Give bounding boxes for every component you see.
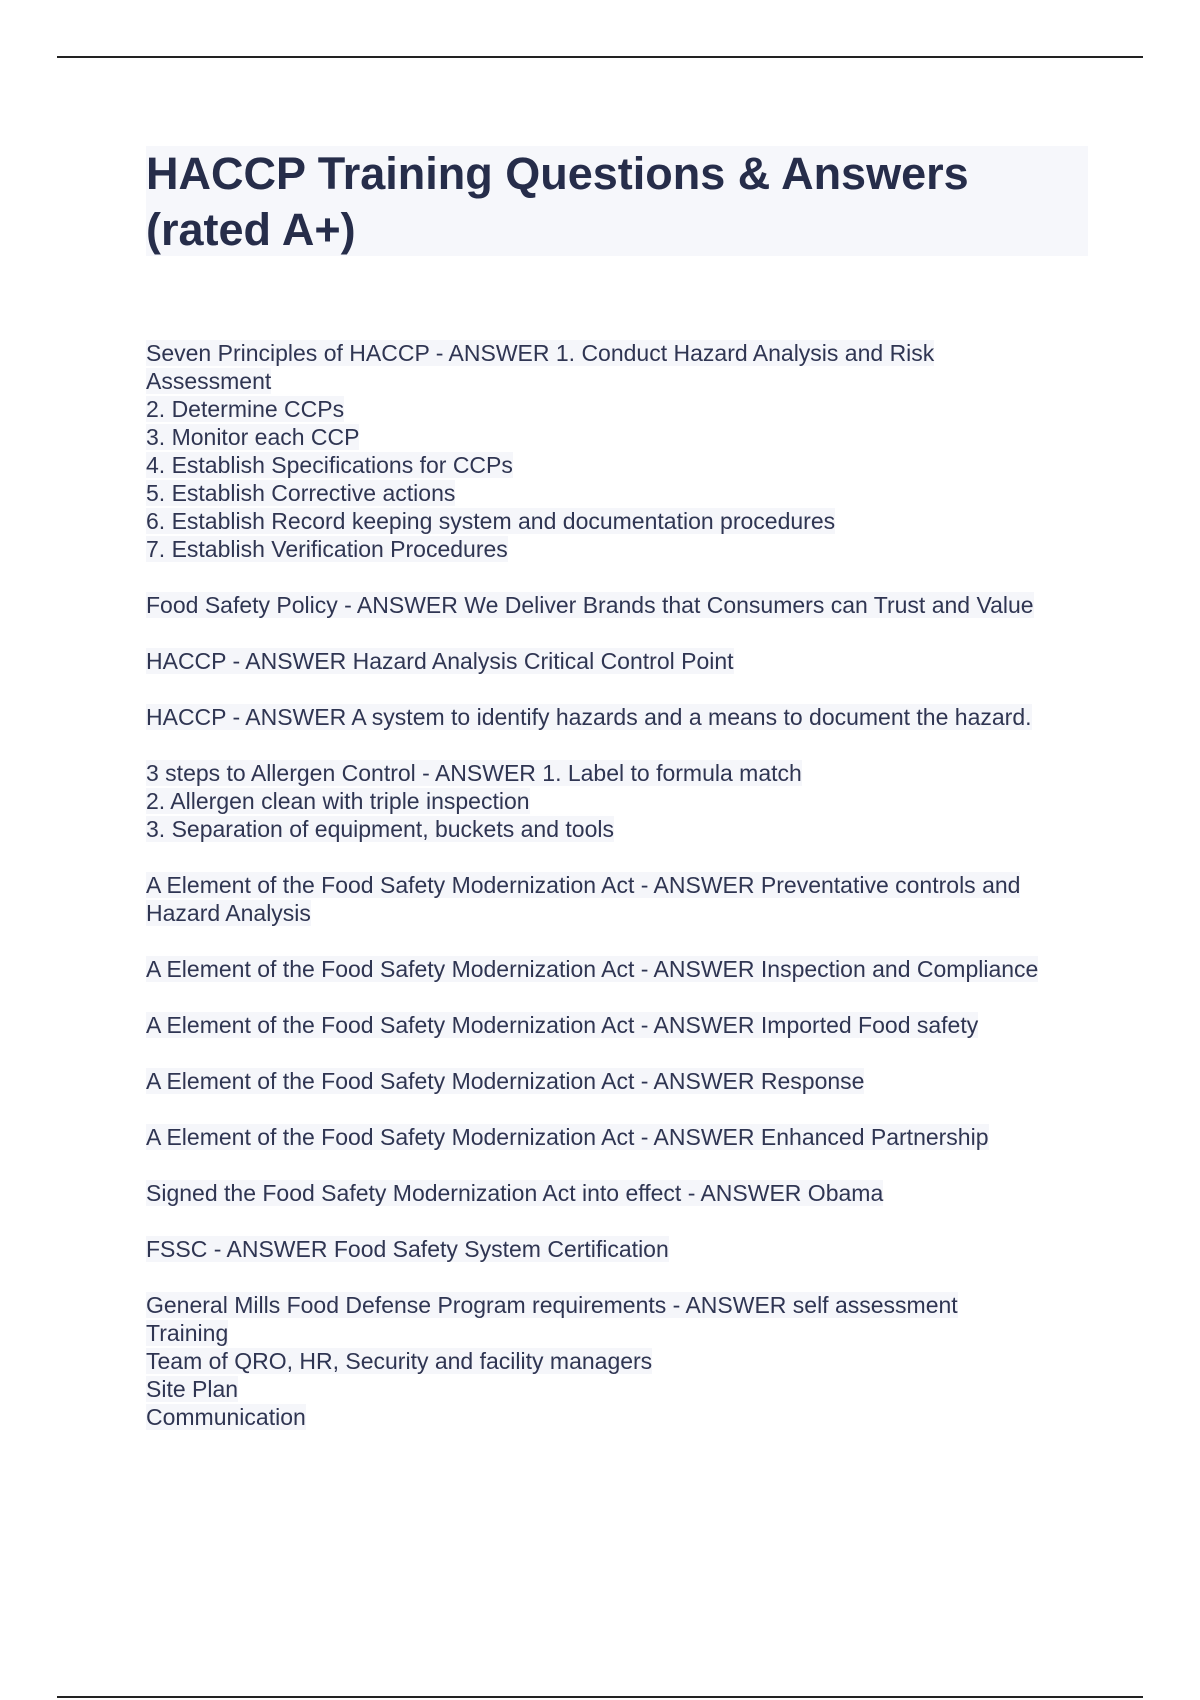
qa-list — [146, 339, 1106, 1459]
qa-line: 3 steps to Allergen Control - ANSWER 1. Label to formula match — [146, 760, 802, 786]
qa-line: Training — [146, 1320, 229, 1346]
top-rule — [57, 56, 1143, 58]
qa-line: HACCP - ANSWER Hazard Analysis Critical Control Point — [146, 648, 734, 674]
qa-line: 3. Monitor each CCP — [146, 424, 360, 450]
qa-line: Site Plan — [146, 1376, 239, 1402]
qa-line: 4. Establish Specifications for CCPs — [146, 452, 513, 478]
qa-line: 2. Allergen clean with triple inspection — [146, 788, 530, 814]
qa-line: 5. Establish Corrective actions — [146, 480, 456, 506]
qa-line: A Element of the Food Safety Modernization Act - ANSWER Enhanced Partnership — [146, 1124, 989, 1150]
qa-item — [146, 955, 1106, 983]
qa-item — [146, 339, 1106, 563]
qa-line: Team of QRO, HR, Security and facility managers — [146, 1348, 653, 1374]
qa-line: 3. Separation of equipment, buckets and tools — [146, 816, 614, 842]
qa-line: Food Safety Policy - ANSWER We Deliver Brands that Consumers can Trust and Value — [146, 592, 1034, 618]
qa-line: General Mills Food Defense Program requirements - ANSWER self assessment — [146, 1292, 958, 1318]
qa-item — [146, 1067, 1106, 1095]
qa-line: 6. Establish Record keeping system and documentation procedures — [146, 508, 836, 534]
qa-item — [146, 759, 1106, 843]
qa-line: A Element of the Food Safety Modernization Act - ANSWER Inspection and Compliance — [146, 956, 1039, 982]
qa-item — [146, 591, 1106, 619]
title-line-1: HACCP Training Questions & Answers — [146, 148, 969, 199]
qa-line: A Element of the Food Safety Modernization Act - ANSWER Imported Food safety — [146, 1012, 979, 1038]
qa-item — [146, 871, 1106, 927]
bottom-rule — [57, 1696, 1143, 1698]
qa-line: A Element of the Food Safety Modernization Act - ANSWER Response — [146, 1068, 865, 1094]
qa-line: Assessment — [146, 368, 272, 394]
qa-line: HACCP - ANSWER A system to identify hazards and a means to document the hazard. — [146, 704, 1032, 730]
qa-line: 7. Establish Verification Procedures — [146, 536, 508, 562]
qa-item — [146, 647, 1106, 675]
qa-line: Hazard Analysis — [146, 900, 311, 926]
qa-line: A Element of the Food Safety Modernization Act - ANSWER Preventative controls and — [146, 872, 1021, 898]
qa-line: 2. Determine CCPs — [146, 396, 345, 422]
qa-line: FSSC - ANSWER Food Safety System Certification — [146, 1236, 669, 1262]
title-line-2: (rated A+) — [146, 204, 356, 255]
page-title — [146, 146, 1088, 258]
qa-item — [146, 1179, 1106, 1207]
qa-line: Seven Principles of HACCP - ANSWER 1. Conduct Hazard Analysis and Risk — [146, 340, 935, 366]
qa-item — [146, 1011, 1106, 1039]
qa-item — [146, 1235, 1106, 1263]
qa-item — [146, 1291, 1106, 1431]
qa-line: Communication — [146, 1404, 306, 1430]
qa-item — [146, 703, 1106, 731]
qa-line: Signed the Food Safety Modernization Act into effect - ANSWER Obama — [146, 1180, 884, 1206]
qa-item — [146, 1123, 1106, 1151]
title-block — [146, 146, 1088, 256]
